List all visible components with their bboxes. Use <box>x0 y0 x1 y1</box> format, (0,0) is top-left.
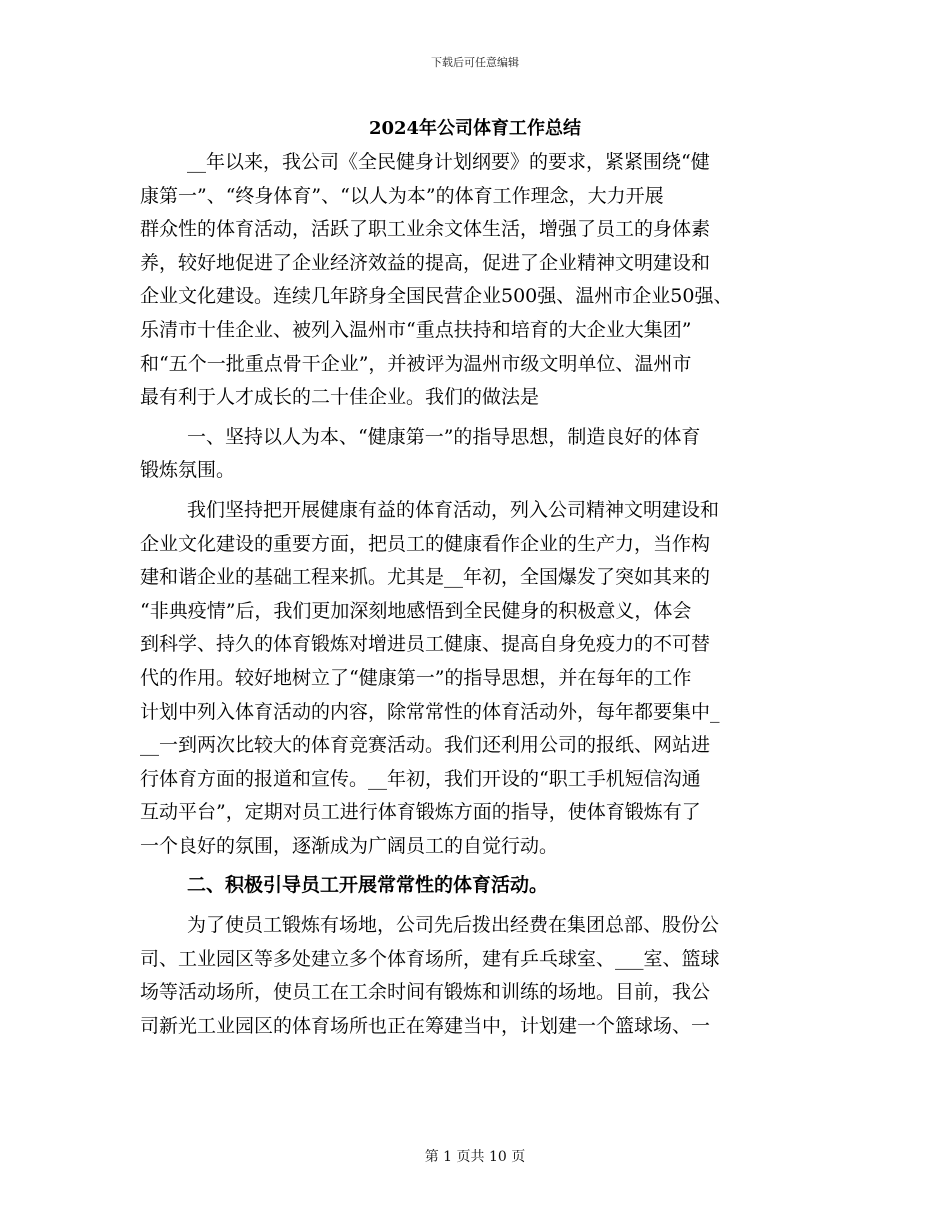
paragraph-line: 康第一”、“终身体育”、“以人为本”的体育工作理念，大力开展 <box>140 184 664 207</box>
paragraph-line: 代的作用。较好地树立了“健康第一”的指导思想，并在每年的工作 <box>140 666 692 689</box>
paragraph-line: 司、工业园区等多处建立多个体育场所，建有乒乓球室、___室、篮球 <box>140 947 720 970</box>
section-heading-line: 一、坚持以人为本、“健康第一”的指导思想，制造良好的体育 <box>187 425 701 448</box>
paragraph-line: 和“五个一批重点骨干企业”，并被评为温州市级文明单位、温州市 <box>140 352 692 375</box>
section-heading-bold: 二、积极引导员工开展常常性的体育活动。 <box>187 874 549 897</box>
paragraph-line: 最有利于人才成长的二十佳企业。我们的做法是 <box>140 386 540 409</box>
paragraph-line: 企业文化建设的重要方面，把员工的健康看作企业的生产力，当作构 <box>140 532 711 555</box>
paragraph-line: 互动平台”，定期对员工进行体育锻炼方面的指导，使体育锻炼有了 <box>140 801 701 824</box>
paragraph-line: 一个良好的氛围，逐渐成为广阔员工的自觉行动。 <box>140 834 559 857</box>
page-indicator: 第 1 页共 10 页 <box>424 1149 526 1165</box>
paragraph-line: 计划中列入体育活动的内容，除常常性的体育活动外，每年都要集中_ <box>140 700 720 723</box>
paragraph-line: 我们坚持把开展健康有益的体育活动，列入公司精神文明建设和 <box>187 498 720 521</box>
document-title: 2024年公司体育工作总结 <box>368 118 582 139</box>
document-body <box>140 146 810 1043</box>
paragraph-line: “非典疫情”后，我们更加深刻地感悟到全民健身的积极意义，体会 <box>140 599 692 622</box>
header-note: 下载后可任意编辑 <box>431 56 519 69</box>
paragraph-line: 到科学、持久的体育锻炼对增进员工健康、提高自身免疫力的不可替 <box>140 633 711 656</box>
section-heading-line: 锻炼氛围。 <box>140 459 236 482</box>
paragraph-line: 行体育方面的报道和宣传。__年初，我们开设的“职工手机短信沟通 <box>140 767 701 790</box>
paragraph-line: 为了使员工锻炼有场地，公司先后拨出经费在集团总部、股份公 <box>187 914 720 937</box>
paragraph-line: 建和谐企业的基础工程来抓。尤其是__年初，全国爆发了突如其来的 <box>140 566 711 589</box>
paragraph-line: 乐清市十佳企业、被列入温州市“重点扶持和培育的大企业大集团” <box>140 318 692 341</box>
paragraph-line: 养，较好地促进了企业经济效益的提高，促进了企业精神文明建设和 <box>140 251 711 274</box>
paragraph-line: 司新光工业园区的体育场所也正在筹建当中，计划建一个篮球场、一 <box>140 1014 711 1037</box>
paragraph-line: __年以来，我公司《全民健身计划纲要》的要求，紧紧围绕“健 <box>187 151 710 173</box>
paragraph-line: 企业文化建设。连续几年跻身全国民营企业500强、温州市企业50强、 <box>140 285 733 308</box>
paragraph-line: __一到两次比较大的体育竞赛活动。我们还利用公司的报纸、网站进 <box>140 734 711 757</box>
paragraph-line: 群众性的体育活动，活跃了职工业余文体生活，增强了员工的身体素 <box>140 218 711 241</box>
paragraph-line: 场等活动场所，使员工在工余时间有锻炼和训练的场地。目前，我公 <box>140 981 711 1004</box>
